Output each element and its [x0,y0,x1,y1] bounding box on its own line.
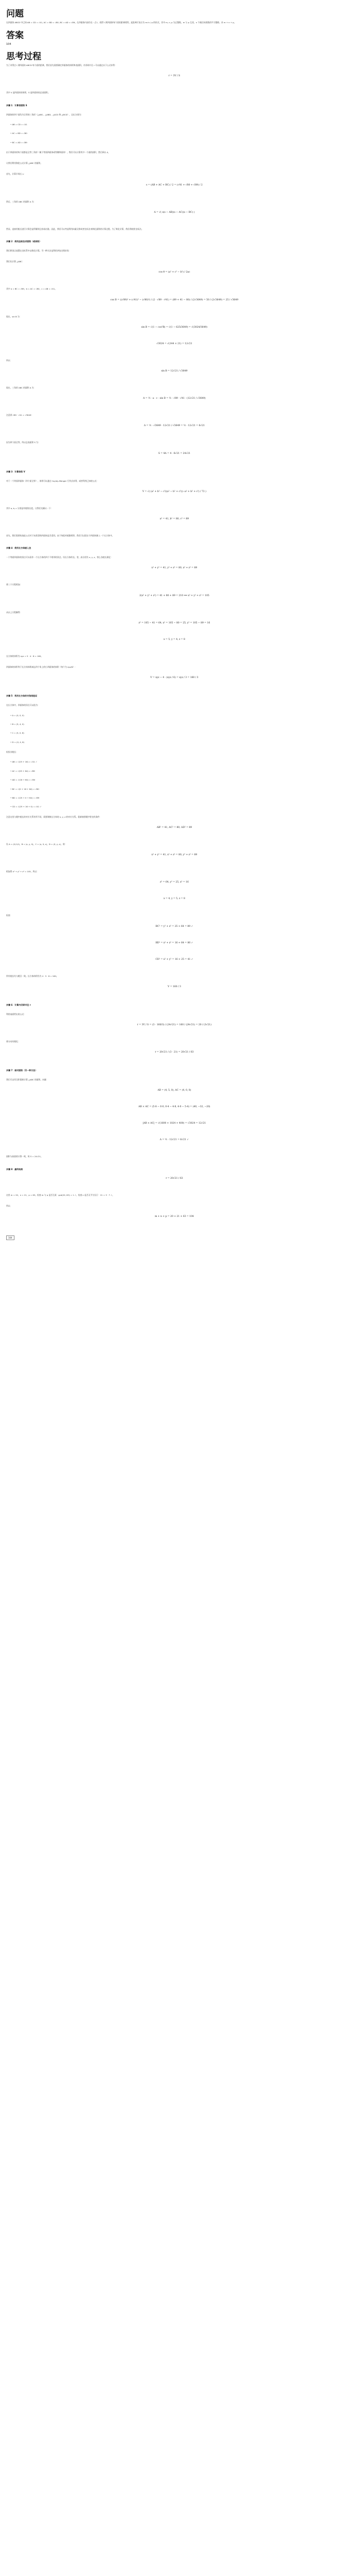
paragraph: 这里 m = 20，n = 21，p = 63。检查 m 与 p 是否互质：gcd(20, 63) = 1 ✓。检查 n 是否无平方因子：21 = 3 · 7 ✓。 [6,1193,114,1196]
spacer [6,615,342,621]
step-heading: 步骤 7：核对面积（另一种方法） [6,1069,38,1072]
equation: |AB × AC| = √(1600 + 1024 + 400) = √3024 = 12√21 [142,1122,206,1125]
spacer [6,79,342,90]
equation: x² + y² = 41, y² + z² = 80, x² + z² = 89 [151,567,198,570]
equation: AB² = 41, AC² = 80, AD² = 89 [156,826,192,829]
paragraph: 检验各棱长： [6,751,18,754]
equation: r = 20√21 / 63 [166,1177,183,1180]
spacer [6,764,342,770]
equation: x² + y² = 41, x² + z² = 80, y² + z² = 89 [151,854,198,857]
step-heading: 步骤 4：使用长方体嵌入法 [6,547,31,550]
paragraph: 让我们利用海伦公式计算 △ABC 的面积。 [6,162,43,165]
paragraph: 在长方体中，四面体的顶点可以选为： [6,704,40,707]
paragraph: 首先，我们需要检查此公式对于该类型的四面体是否适用。由于每组对棱都相等，我们可以把这个四面体嵌入一个长方体中。 [6,534,114,537]
spacer [6,946,342,957]
spacer [6,1082,342,1088]
spacer [6,1197,342,1204]
spacer [6,126,342,132]
spacer [6,1028,342,1039]
paragraph: 所以： [6,359,12,362]
paragraph: 注意到 √89 · √41 = √3649： [6,414,34,417]
spacer [6,522,342,533]
paragraph: 一个等面四面体的顶点可以看作一个长方体的四个不相邻的顶点。设长方体的长、宽、高分别为 x, y, z，那么各棱长满足： [6,556,113,559]
step-heading: 步骤 8：最终结果 [6,1167,23,1171]
paragraph: 现在，sin B 为： [6,315,22,318]
paragraph: 然后，三角形 ABC 的面积 A 为： [6,200,36,203]
list-item: • BD = √(25 + 0 + 64) = √89 [10,796,342,799]
spacer [6,587,342,594]
spacer [6,1208,342,1214]
question-text: 在四面体 ABCD 中已知 AB = CD = √41, AC = BD = √80, BC = AD = √89。在四面体内部存在一点 I，使得 I 到四面体每个面的距离相等。此距离可表示为 m√n / p 的形式，其中 m, n, p 为正整数，m 与 p 互质，n 不被任何质数的平方整除。求 m + n + p。 [6,21,236,24]
spacer [6,264,342,270]
spacer [6,782,342,788]
process-body [6,64,342,1231]
list-item: • BC = AD = √89 [10,141,342,144]
answer-heading: 答案 [6,30,24,41]
spacer [6,401,342,413]
equation: m + n + p = 20 + 21 + 63 = 104 [155,1215,194,1218]
equation: z² = 105 − 41 = 64, x² = 105 − 80 = 25, y² = 105 − 89 = 16 [138,621,210,624]
spacer [6,642,342,654]
equation: A = ½ · √3649 · 12√21 / √3649 = ½ · 12√21 = 6√21 [144,425,205,428]
list-item: • AD = √(16 + 64) = √80 [10,778,342,781]
equation: BD² = x² + z² = 16 + 64 = 80 ✓ [155,941,193,944]
paragraph: 现在，三角形 ABC 的面积 A 为： [6,386,36,389]
spacer [6,743,342,750]
spacer [6,303,342,314]
equation: sin B = √(1 − cos²B) = √(1 − 625/3649) = √(3024/3649) [141,326,208,329]
equation: cos θ = (a² + c² − b²) / 2ac [158,271,190,274]
equation: AB × AC = (5·8 − 0·0, 0·4 − 4·8, 4·0 − 5·4) = (40, −32, −20) [138,1106,210,1109]
list-item: • BC = √(0 + 16 + 64) = √80 [10,788,342,790]
spacer [6,772,342,778]
paragraph: 因为四个面全等，所以总表面积 S 为： [6,441,40,444]
spacer [6,363,342,369]
spacer [6,456,342,468]
equation: r = 3V / S [168,75,180,78]
spacer [6,253,342,259]
spacer [6,474,342,479]
spacer [6,1093,342,1105]
spacer [6,990,342,1001]
paragraph: 面积与前面的计算一致，故 S = 24√21。 [6,1155,43,1158]
spacer [6,754,342,760]
spacer [6,551,342,555]
list-item: • C = (5, 0, 8) [10,732,342,734]
spacer [6,1073,342,1077]
equation: A = ½ · 12√21 = 6√21 ✓ [159,1139,189,1142]
paragraph: 我们可以用叉积重新计算 △ABC 的面积。向量： [6,1078,48,1081]
spacer [6,155,342,161]
spacer [6,874,342,880]
spacer [6,319,342,325]
paragraph: 其中 a, b, c 分别是对棱的长度。让我们先确认一下： [6,506,53,510]
spacer [6,215,342,227]
spacer [6,978,342,985]
spacer [6,244,342,248]
equation: 2(x² + y² + z²) = 41 + 80 + 89 = 210 ⟹ x² + y² + z² = 105 [139,594,209,597]
document-page [0,0,349,1246]
spacer [6,708,342,714]
final-answer-box: 104 [6,1235,14,1240]
paragraph: 检查： [6,914,12,917]
paragraph: 首先，计算半周长 s： [6,173,26,176]
spacer [6,538,342,544]
spacer [6,135,342,141]
spacer [6,95,342,101]
paragraph: 所有棱长均与题目一致。长方体体积仍为 4 · 5 · 8 = 160。 [6,974,58,977]
paragraph: 四面体的体积等于长方体体积减去四个角上的小四面体的体积（每个为 xyz/6）： [6,666,77,669]
step-heading: 步骤 5：利用长方体的对角线验证 [6,694,38,698]
spacer [6,429,342,440]
equation: r = 3V / S = (3 · 160/3) / (24√21) = 160 / (24√21) = 20 / (3√21) [137,1023,211,1026]
spacer [6,1055,342,1066]
spacer [6,658,342,665]
question-heading: 问题 [6,9,24,19]
equation: r = 20√21 / (3 · 21) = 20√21 / 63 [155,1051,194,1054]
step-heading: 步骤 6：计算内切球半径 r [6,1003,31,1006]
spacer [6,144,342,150]
spacer [6,204,342,210]
spacer [6,560,342,566]
spacer [6,1044,342,1050]
list-item: • B = (5, 4, 0) [10,723,342,725]
spacer [6,571,342,582]
paragraph: 从以上方程解得： [6,611,22,614]
spacer [6,902,342,913]
equation: a² = 41, b² = 80, c² = 89 [159,518,189,521]
paragraph: 其中 a = BC = √89，b = AC = √80，c = AB = √41。 [6,287,57,291]
spacer [6,717,342,723]
paragraph: 注意这里与题中棱长的对应关系有所不同，需要调换长方体的 x, y, z 的对应关系。重新按照题中给定的条件： [6,815,102,818]
equation: cos B = ((√89)² + (√41)² − (√80)²) / (2 · √89 · √41) = (89 + 41 − 80) / (2√3649) = 50 / (2√3649) = 25 / √3649 [110,298,239,301]
spacer [6,1172,342,1176]
spacer [6,1159,342,1165]
spacer [6,790,342,796]
list-item: • AB = √(25 + 16) = √41 ✓ [10,760,342,763]
paragraph: 由于四面体的每个面都是全等三角形（属于等面四面体或等腰四面体），我们可以计算其中一个面的面积，然后乘以 4。 [6,151,110,154]
equation: √3024 = √(144 × 21) = 12√21 [156,342,192,345]
equation: A = ½ · a · c · sin B = ½ · √89 · √41 · (12√21 / √3649) [143,397,206,400]
spacer [6,918,342,924]
spacer [6,808,342,815]
spacer [6,417,342,423]
paragraph: 利用前面给出的公式： [6,1012,26,1015]
spacer [6,108,342,112]
spacer [6,330,342,342]
spacer [6,1219,342,1231]
paragraph: 我们将顶点放置在坐标系中以简化计算。另一种方法是利用余弦定理求角： [6,249,71,252]
spacer [6,1016,342,1023]
spacer [6,681,342,692]
spacer [6,275,342,286]
list-item: • AC = BD = √80 [10,132,342,134]
paragraph: 我们先计算 △ABC： [6,260,24,263]
spacer [6,1181,342,1193]
equation: V = 160 / 3 [168,985,181,988]
spacer [6,599,342,610]
paragraph: 相加得 x² + y² + z² = 105，所以： [6,870,39,873]
spacer [6,292,342,298]
spacer [6,962,342,974]
spacer [6,929,342,941]
spacer [6,483,342,489]
equation: z² = 64, y² = 25, x² = 16 [160,881,189,884]
list-item: • AB = CD = √41 [10,123,342,126]
list-item: • D = (0, 4, 8) [10,741,342,743]
equation: S = 4A = 4 · 6√21 = 24√21 [158,452,191,455]
equation: x = 5, y = 4, z = 8 [163,638,185,641]
spacer [6,669,342,675]
paragraph: 为了求得点 I 到四面体 ABCD 每个面的距离，我们首先需要确定四面体的体积和表面积。内切球半径 r 可以通过以下公式求得： [6,64,117,67]
spacer [6,885,342,896]
equation: V = xyz − 4 · (xyz / 6) = xyz / 3 = 160 / 3 [150,676,199,680]
paragraph: 所以： [6,1204,12,1207]
step-heading: 步骤 3：计算体积 V [6,470,25,473]
spacer [6,846,342,853]
spacer [6,1126,342,1138]
paragraph: 对于一个等面四面体（四个面全等），体积可以通过 Cayley-Menger 行列式求得，或者利用已知的公式： [6,479,99,482]
paragraph: 然而，直接用根式进行计算会显得繁琐且容易出错。因此，我们可以考虑利用向量叉积或者坐标法来简化面积的计算过程。为了简化计算，我们将使用坐标法。 [6,227,143,230]
spacer [6,374,342,385]
spacer [6,445,342,451]
spacer [6,188,342,199]
equation: CD² = x² + y² = 16 + 25 = 41 ✓ [155,958,193,961]
equation: V = √( (a² + b² − c²)(a² − b² + c²)(−a² + b² + c²) / 72 ) [142,490,206,493]
spacer [6,67,342,74]
spacer [6,495,342,506]
paragraph: 长方体的体积为 xyz = 5 · 4 · 8 = 160。 [6,654,43,657]
spacer [6,1110,342,1121]
equation: s = (AB + AC + BC) / 2 = (√41 + √80 + √89) / 2 [146,183,203,187]
list-item: • CD = √(25 + 16 + 0) = √41 ✓ [10,805,342,808]
process-heading: 思考过程 [6,52,41,62]
step-heading: 步骤 1：计算表面积 S [6,104,27,107]
paragraph: 设 A = (0,0,0)，B = (x, y, 0)，C = (x, 0, z)，D = (0, y, z)，则： [6,842,67,845]
spacer [6,511,342,517]
paragraph: 将三个方程相加： [6,583,22,586]
spacer [6,626,342,637]
spacer [6,735,342,741]
spacer [6,1008,342,1012]
paragraph: 四面体的四个面均为全等的三角形（△ABC、△ABD、△ACD 和 △BCD），边长分别为： [6,113,83,116]
list-item: • AC = √(25 + 64) = √89 [10,770,342,772]
spacer [6,799,342,805]
paragraph: 将分母有理化： [6,1040,20,1043]
equation: A = √( s(s − AB)(s − AC)(s − BC) ) [154,211,195,214]
paragraph: 其中 V 是四面体的体积，S 是四面体的总表面积。 [6,91,50,94]
spacer [6,117,342,123]
spacer [6,165,342,172]
step-heading: 步骤 2：使用坐标法求面积（或体积） [6,240,42,243]
spacer [6,858,342,869]
equation: sin B = 12√21 / √3649 [161,370,188,373]
equation: BC² = y² + z² = 25 + 64 = 89 ✓ [155,925,193,928]
spacer [6,177,342,183]
spacer [6,831,342,842]
spacer [6,725,342,732]
spacer [6,819,342,825]
equation: AB = (4, 5, 0), AC = (4, 0, 8) [157,1089,191,1092]
answer-value: 104 [6,43,11,46]
list-item: • A = (0, 0, 0) [10,714,342,717]
spacer [6,390,342,396]
spacer [6,347,342,358]
spacer [6,1143,342,1154]
spacer [6,231,342,238]
equation: x = 4, y = 5, z = 8 [163,897,185,901]
spacer [6,699,342,703]
